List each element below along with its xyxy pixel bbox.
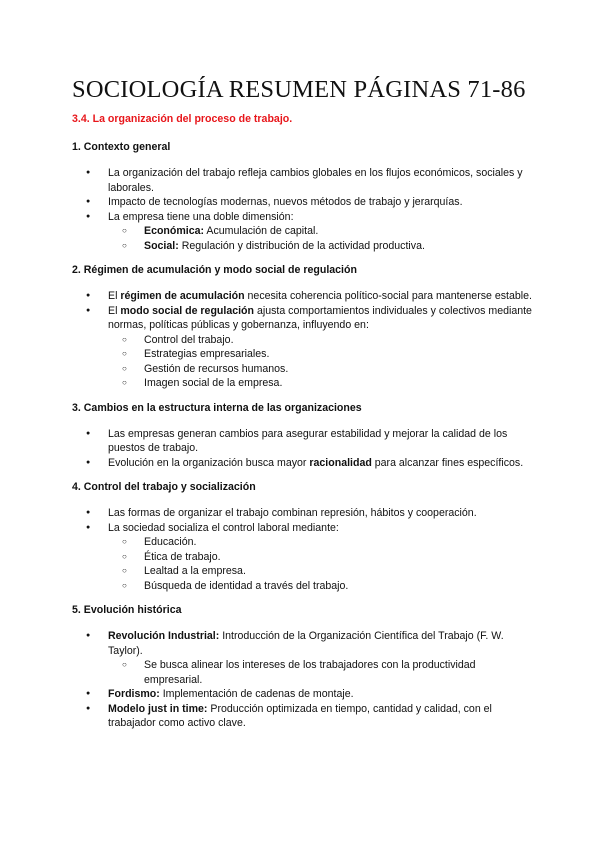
list-item-text: La sociedad socializa el control laboral mediante: <box>108 521 339 534</box>
section-heading-3: 3. Cambios en la estructura interna de las organizaciones <box>72 401 362 414</box>
term-text: Acumulación de capital. <box>204 225 319 237</box>
list-item: ● Impacto de tecnologías modernas, nuevos métodos de trabajo y jerarquías. <box>72 195 532 210</box>
sublist-item: ○ Control del trabajo. <box>108 333 532 348</box>
section-heading-2: 2. Régimen de acumulación y modo social de regulación <box>72 264 357 276</box>
sublist <box>108 535 532 593</box>
text: Producción optimizada en tiempo, cantidad y calidad, con el trabajador como activo clave. <box>108 702 492 729</box>
term-bold: modo social de regulación <box>120 304 255 317</box>
sublist <box>108 224 532 253</box>
sublist-item: ○ Gestión de recursos humanos. <box>108 362 532 377</box>
section-4-list <box>72 506 532 593</box>
section-2-list <box>72 289 532 391</box>
sublist-item: ○ Ética de trabajo. <box>108 550 532 565</box>
section-3-list <box>72 427 532 471</box>
sublist <box>108 658 532 687</box>
section-5-list <box>72 629 532 731</box>
term-bold: Fordismo: <box>108 688 160 700</box>
document-title: SOCIOLOGÍA RESUMEN PÁGINAS 71-86 <box>72 76 526 103</box>
text: necesita coherencia político-social para mantenerse estable. <box>244 290 532 302</box>
sublist <box>108 333 532 391</box>
list-item <box>72 456 532 471</box>
sublist-item <box>108 224 532 239</box>
sublist-item: ○ Búsqueda de identidad a través del trabajo. <box>108 579 532 594</box>
sublist-item: ○ Lealtad a la empresa. <box>108 564 532 579</box>
sublist-item: ○ Estrategias empresariales. <box>108 347 532 362</box>
list-item-text: La empresa tiene una doble dimensión: <box>108 210 294 223</box>
text: Evolución en la organización busca mayor <box>108 456 310 469</box>
term-bold: Revolución Industrial: <box>108 630 220 642</box>
term-bold: régimen de acumulación <box>120 290 245 302</box>
sublist-item <box>108 239 532 254</box>
section-heading-4: 4. Control del trabajo y socialización <box>72 481 256 493</box>
document-page <box>72 76 532 731</box>
sublist-item: ○ Se busca alinear los intereses de los trabajadores con la productividad empresarial. <box>108 658 532 687</box>
list-item: ● La organización del trabajo refleja cambios globales en los flujos económicos, sociales y laborales. <box>72 166 532 195</box>
text: para alcanzar fines específicos. <box>371 456 524 469</box>
section-heading-1: 1. Contexto general <box>72 141 171 153</box>
list-item <box>72 687 532 702</box>
section-1-list <box>72 166 532 253</box>
text: Implementación de cadenas de montaje. <box>159 688 354 700</box>
term-bold: Económica: <box>144 225 205 237</box>
list-item <box>72 289 532 304</box>
text: El <box>108 290 121 302</box>
list-item <box>72 304 532 391</box>
text: Introducción de la Organización Científica del Trabajo (F. W. Taylor). <box>108 630 504 657</box>
term-bold: Modelo just in time: <box>108 702 208 715</box>
text: El <box>108 304 121 317</box>
list-item <box>72 702 532 731</box>
list-item <box>72 629 532 687</box>
section-heading-5: 5. Evolución histórica <box>72 604 182 616</box>
section-subtitle: 3.4. La organización del proceso de trabajo. <box>72 113 293 125</box>
sublist-item: ○ Imagen social de la empresa. <box>108 376 532 391</box>
list-item: ● Las empresas generan cambios para asegurar estabilidad y mejorar la calidad de los puestos de trabajo. <box>72 427 532 456</box>
list-item <box>72 210 532 254</box>
term-text: Regulación y distribución de la actividad productiva. <box>178 239 425 252</box>
term-bold: racionalidad <box>309 456 372 469</box>
list-item <box>72 521 532 594</box>
list-item: ● Las formas de organizar el trabajo combinan represión, hábitos y cooperación. <box>72 506 532 521</box>
term-bold: Social: <box>144 239 179 252</box>
text: ajusta comportamientos individuales y colectivos mediante normas, políticas públicas y gobernanza, influyendo en: <box>108 304 532 331</box>
sublist-item: ○ Educación. <box>108 535 532 550</box>
